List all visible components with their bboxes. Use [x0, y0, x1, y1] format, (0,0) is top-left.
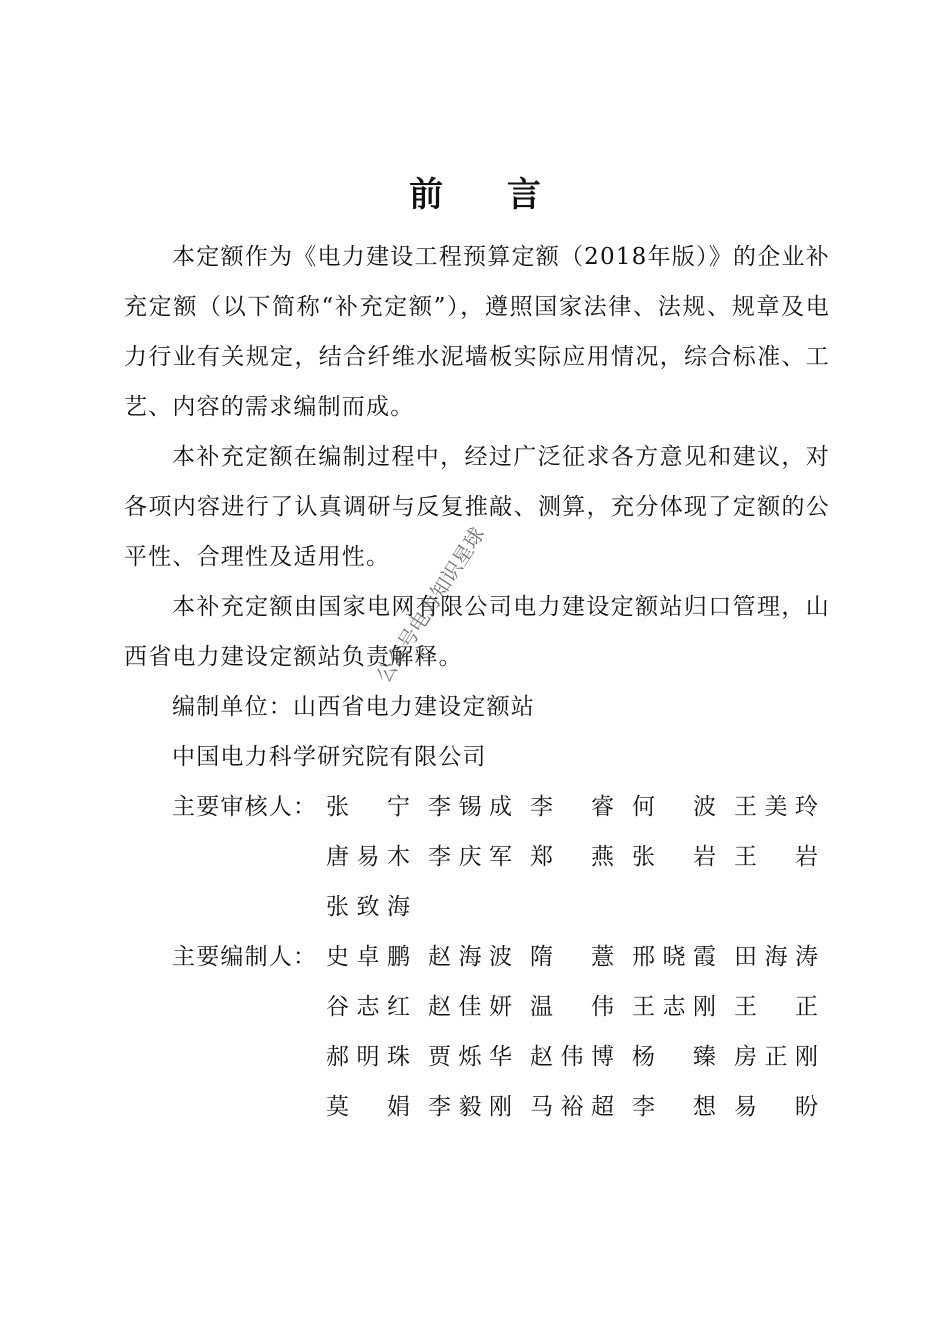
person-name: 郑 燕 — [530, 844, 614, 870]
person-name: 李 庆 军 — [428, 844, 512, 870]
person-name: 张 岩 — [632, 844, 716, 870]
person-name: 郝 明 珠 — [326, 1044, 410, 1070]
watermark: 公众号电力知识星球 — [371, 522, 490, 687]
person-name: 邢 晓 霞 — [632, 944, 716, 970]
person-name: 温 伟 — [530, 994, 614, 1020]
person-name: 王 岩 — [734, 844, 818, 870]
person-name: 王 正 — [734, 994, 818, 1020]
person-name: 贾 烁 华 — [428, 1044, 512, 1070]
editors-label: 主要编制人： — [172, 944, 318, 970]
compiling-unit-second: 中国电力科学研究院有限公司 — [172, 744, 487, 770]
person-name: 李 毅 刚 — [428, 1094, 512, 1120]
person-name: 赵 伟 博 — [530, 1044, 614, 1070]
person-name: 杨 臻 — [632, 1044, 716, 1070]
person-name: 张 宁 — [326, 794, 410, 820]
person-name: 史 卓 鹏 — [326, 944, 410, 970]
compiling-unit-line: 编制单位：山西省电力建设定额站 — [172, 694, 535, 720]
person-name: 王 志 刚 — [632, 994, 716, 1020]
page-title: 前 言 — [409, 175, 567, 215]
person-name: 易 盼 — [734, 1094, 818, 1120]
person-name: 王 美 玲 — [734, 794, 818, 820]
paragraph-intro: 本定额作为《电力建设工程预算定额（2018年版）》的企业补充定额（以下简称“补充定额”），遵照国家法律、法规、规章及电力行业有关规定，结合纤维水泥墙板实际应用情况，综合标准、工艺、内容的需求编制而成。 — [124, 244, 830, 420]
person-name: 隋 薏 — [530, 944, 614, 970]
paragraph-management: 本补充定额由国家电网有限公司电力建设定额站归口管理，山西省电力建设定额站负责解释。 — [124, 594, 830, 670]
person-name: 何 波 — [632, 794, 716, 820]
person-name: 李 想 — [632, 1094, 716, 1120]
person-name: 莫 娟 — [326, 1094, 410, 1120]
person-name: 李 锡 成 — [428, 794, 512, 820]
paragraph-process: 本补充定额在编制过程中，经过广泛征求各方意见和建议，对各项内容进行了认真调研与反复推敲、测算，充分体现了定额的公平性、合理性及适用性。 — [124, 444, 830, 570]
person-name: 赵 佳 妍 — [428, 994, 512, 1020]
person-name: 田 海 涛 — [734, 944, 818, 970]
person-name: 李 睿 — [530, 794, 614, 820]
person-name: 房 正 刚 — [734, 1044, 818, 1070]
person-name: 张 致 海 — [326, 894, 410, 920]
person-name: 马 裕 超 — [530, 1094, 614, 1120]
reviewers-label: 主要审核人： — [172, 794, 318, 820]
person-name: 唐 易 木 — [326, 844, 410, 870]
person-name: 谷 志 红 — [326, 994, 410, 1020]
person-name: 赵 海 波 — [428, 944, 512, 970]
